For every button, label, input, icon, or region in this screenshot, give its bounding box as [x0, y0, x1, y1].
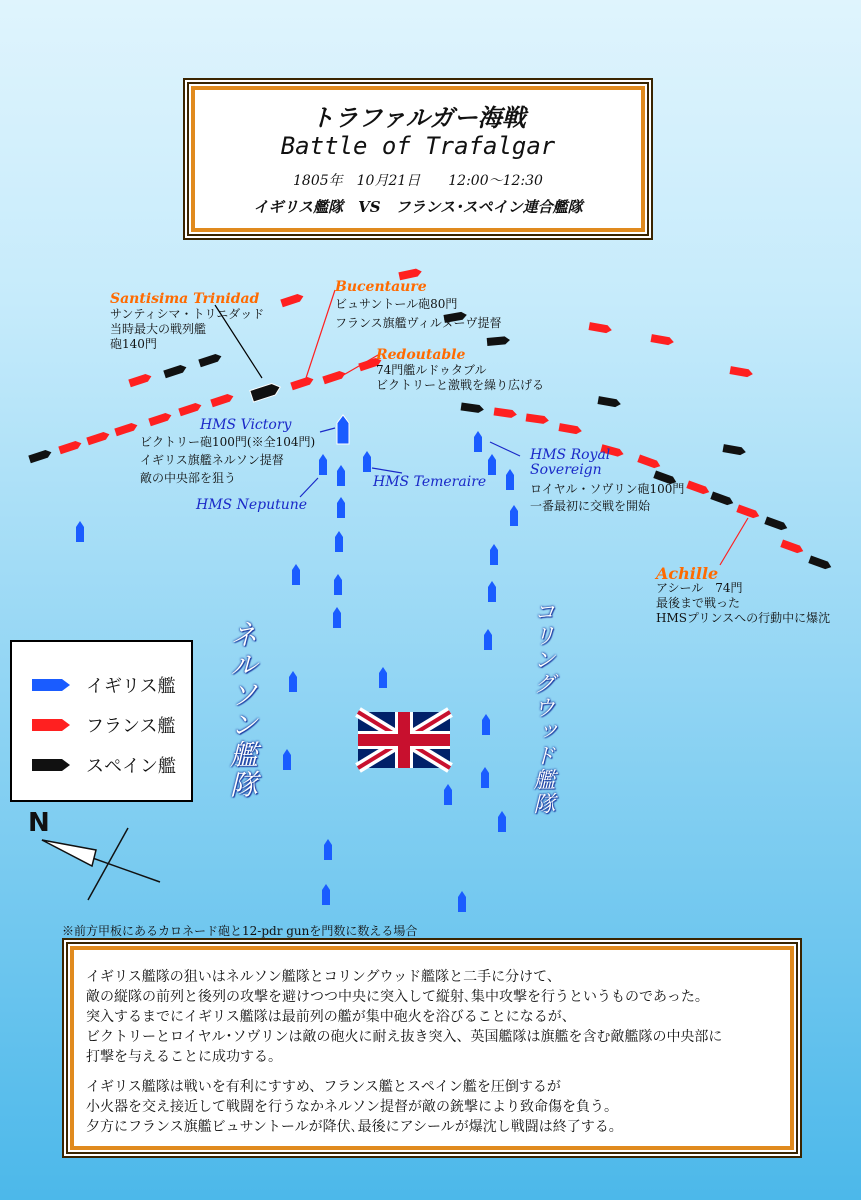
ship-british [444, 784, 452, 805]
ship-british [363, 451, 371, 472]
footnote: ※前方甲板にあるカロネード砲と12-pdr gunを門数に数える場合 [62, 924, 418, 938]
union-flag [358, 712, 450, 768]
desc-line: イギリス艦隊の狙いはネルソン艦隊とコリングウッド艦隊と二手に分けて、 [86, 969, 561, 985]
legend-label-british: イギリス艦 [86, 676, 176, 697]
ship-santisima-trinidad [250, 381, 282, 402]
label-victory-name: HMS Victory [200, 417, 292, 433]
label-victory [140, 418, 315, 486]
ship-british [289, 671, 297, 692]
legend-item-french [12, 710, 191, 740]
label-achille-l2: 最後まで戦った [656, 596, 741, 610]
label-achille-name: Achille [656, 564, 719, 583]
label-santisima-name: Santisima Trinidad [110, 291, 260, 307]
label-victory-l2: イギリス旗艦ネルソン提督 [140, 453, 284, 467]
label-bucentaure-l1: ビュサントール砲80門 [335, 297, 458, 311]
desc-line: 小火器を交え接近して戦闘を行うなかネルソン提督が敵の銃撃により致命傷を負う。 [86, 1099, 618, 1115]
title-en: Battle of Trafalgar [280, 132, 556, 160]
ship-hms-royal-sovereign [474, 431, 482, 452]
compass-icon [42, 828, 160, 900]
ship-spanish [461, 403, 485, 414]
description-panel [62, 938, 802, 1158]
ship-british [379, 667, 387, 688]
spanish-ship-icon [22, 750, 82, 780]
ship-french [280, 292, 304, 307]
leader-achille [720, 518, 748, 565]
collingwood-column-label: コリングウッド艦隊 [530, 600, 555, 816]
ship-french [114, 421, 138, 436]
desc-line: 敵の縦隊の前列と後列の攻撃を避けつつ中央に突入して縦射､集中攻撃を行うというものであった。 [86, 989, 709, 1005]
ship-french [588, 322, 612, 334]
ship-french [780, 539, 804, 554]
ship-british [481, 767, 489, 788]
label-redoutable-name: Redoutable [376, 347, 466, 363]
ship-british [333, 607, 341, 628]
ship-spanish [163, 363, 187, 378]
ship-french [178, 401, 202, 416]
label-achille-l1: アシール 74門 [656, 581, 743, 595]
label-bucentaure-name: Bucentaure [335, 279, 427, 295]
ship-british [283, 749, 291, 770]
ship-british [337, 497, 345, 518]
label-royal-sovereign [530, 448, 684, 514]
legend-item-british [12, 670, 191, 700]
ship-spanish [28, 448, 52, 463]
north-label: N [28, 808, 50, 838]
ship-spanish [487, 336, 511, 346]
nelson-column-label: ネルソン艦隊 [226, 620, 259, 800]
label-santisima-l2: 当時最大の戦列艦 [110, 322, 207, 336]
ship-spanish [764, 516, 788, 531]
label-redoutable-l2: ビクトリーと激戦を繰り広げる [376, 378, 545, 392]
ship-french [650, 334, 674, 346]
ship-spanish [710, 491, 734, 506]
ship-spanish [198, 352, 222, 367]
ship-british [510, 505, 518, 526]
ship-redoutable [322, 369, 346, 384]
desc-line: 夕方にフランス旗艦ビュサントールが降伏､最後にアシールが爆沈し戦闘は終了する。 [86, 1119, 623, 1135]
desc-line: 打撃を与えることに成功する。 [86, 1049, 282, 1065]
label-santisima-l1: サンティシマ・トリニダッド [110, 307, 265, 321]
ship-french [526, 414, 550, 425]
leader-victory [320, 428, 335, 432]
legend-item-spanish [12, 750, 191, 780]
label-achille [656, 566, 830, 626]
ship-british [506, 469, 514, 490]
legend-label-french: フランス艦 [86, 716, 176, 737]
ship-achille [736, 504, 760, 519]
title-date: 1805年 10月21日 12:00～12:30 [293, 173, 543, 189]
label-royal-l2: 一番最初に交戦を開始 [530, 499, 651, 513]
ship-british [482, 714, 490, 735]
french-ship-icon [22, 710, 82, 740]
ship-british [324, 839, 332, 860]
label-bucentaure [335, 280, 501, 331]
label-redoutable-l1: 74門艦ルドゥタブル [376, 363, 487, 377]
ship-british [292, 564, 300, 585]
ship-french [686, 480, 710, 495]
desc-line: イギリス艦隊は戦いを有利にすすめ、フランス艦とスペイン艦を圧倒するが [86, 1079, 561, 1095]
desc-line: ビクトリーとロイヤル･ソヴリンは敵の砲火に耐え抜き突入、英国艦隊は旗艦を含む敵艦隊の中央部に [86, 1029, 723, 1045]
title-jp: トラファルガー海戦 [310, 103, 526, 132]
ship-british [334, 574, 342, 595]
ship-french [58, 439, 82, 454]
ship-french [86, 430, 110, 445]
ship-french [729, 366, 753, 378]
legend [10, 640, 193, 802]
label-royal-l1: ロイヤル・ソヴリン砲100門 [530, 482, 685, 496]
label-victory-l3: 敵の中央部を狙う [140, 471, 237, 485]
ship-french [210, 392, 234, 407]
ship-french [494, 408, 518, 419]
british-ship-icon [22, 670, 82, 700]
label-achille-l3: HMSプリンスへの行動中に爆沈 [656, 611, 831, 625]
ship-british [76, 521, 84, 542]
ship-british [484, 629, 492, 650]
ship-british [488, 581, 496, 602]
ship-british [488, 454, 496, 475]
label-royal-name1: HMS Royal [530, 447, 611, 463]
label-santisima-l3: 砲140門 [110, 337, 157, 351]
ship-british [322, 884, 330, 905]
leader-royal [490, 442, 520, 456]
ship-british [319, 454, 327, 475]
label-bucentaure-l2: フランス旗艦ヴィルヌーヴ提督 [335, 316, 502, 330]
british-collingwood-column [444, 431, 518, 912]
label-neptune: HMS Neputune [196, 497, 308, 513]
ship-spanish [597, 396, 621, 408]
ship-french [558, 423, 582, 435]
legend-label-spanish: スペイン艦 [86, 756, 176, 777]
label-temeraire: HMS Temeraire [373, 474, 487, 490]
ship-british [498, 811, 506, 832]
label-victory-l1: ビクトリー砲100門(※全104門) [140, 435, 316, 449]
ship-british [337, 465, 345, 486]
ship-british [335, 531, 343, 552]
leader-bucentaure [306, 290, 335, 378]
ship-bucentaure [290, 375, 314, 390]
label-redoutable [376, 348, 544, 393]
title-panel [183, 78, 653, 240]
label-santisima [110, 292, 264, 352]
label-royal-name2: Sovereign [530, 462, 602, 478]
title-sides: イギリス艦隊 VS フランス･スペイン連合艦隊 [253, 198, 583, 216]
desc-line: 突入するまでにイギリス艦隊は最前列の艦が集中砲火を浴びることになるが、 [86, 1009, 576, 1025]
leader-temeraire [372, 468, 402, 473]
ship-hms-victory [337, 415, 349, 444]
ship-british [458, 891, 466, 912]
ship-british [490, 544, 498, 565]
ship-french [128, 372, 152, 387]
ship-spanish [722, 444, 746, 456]
